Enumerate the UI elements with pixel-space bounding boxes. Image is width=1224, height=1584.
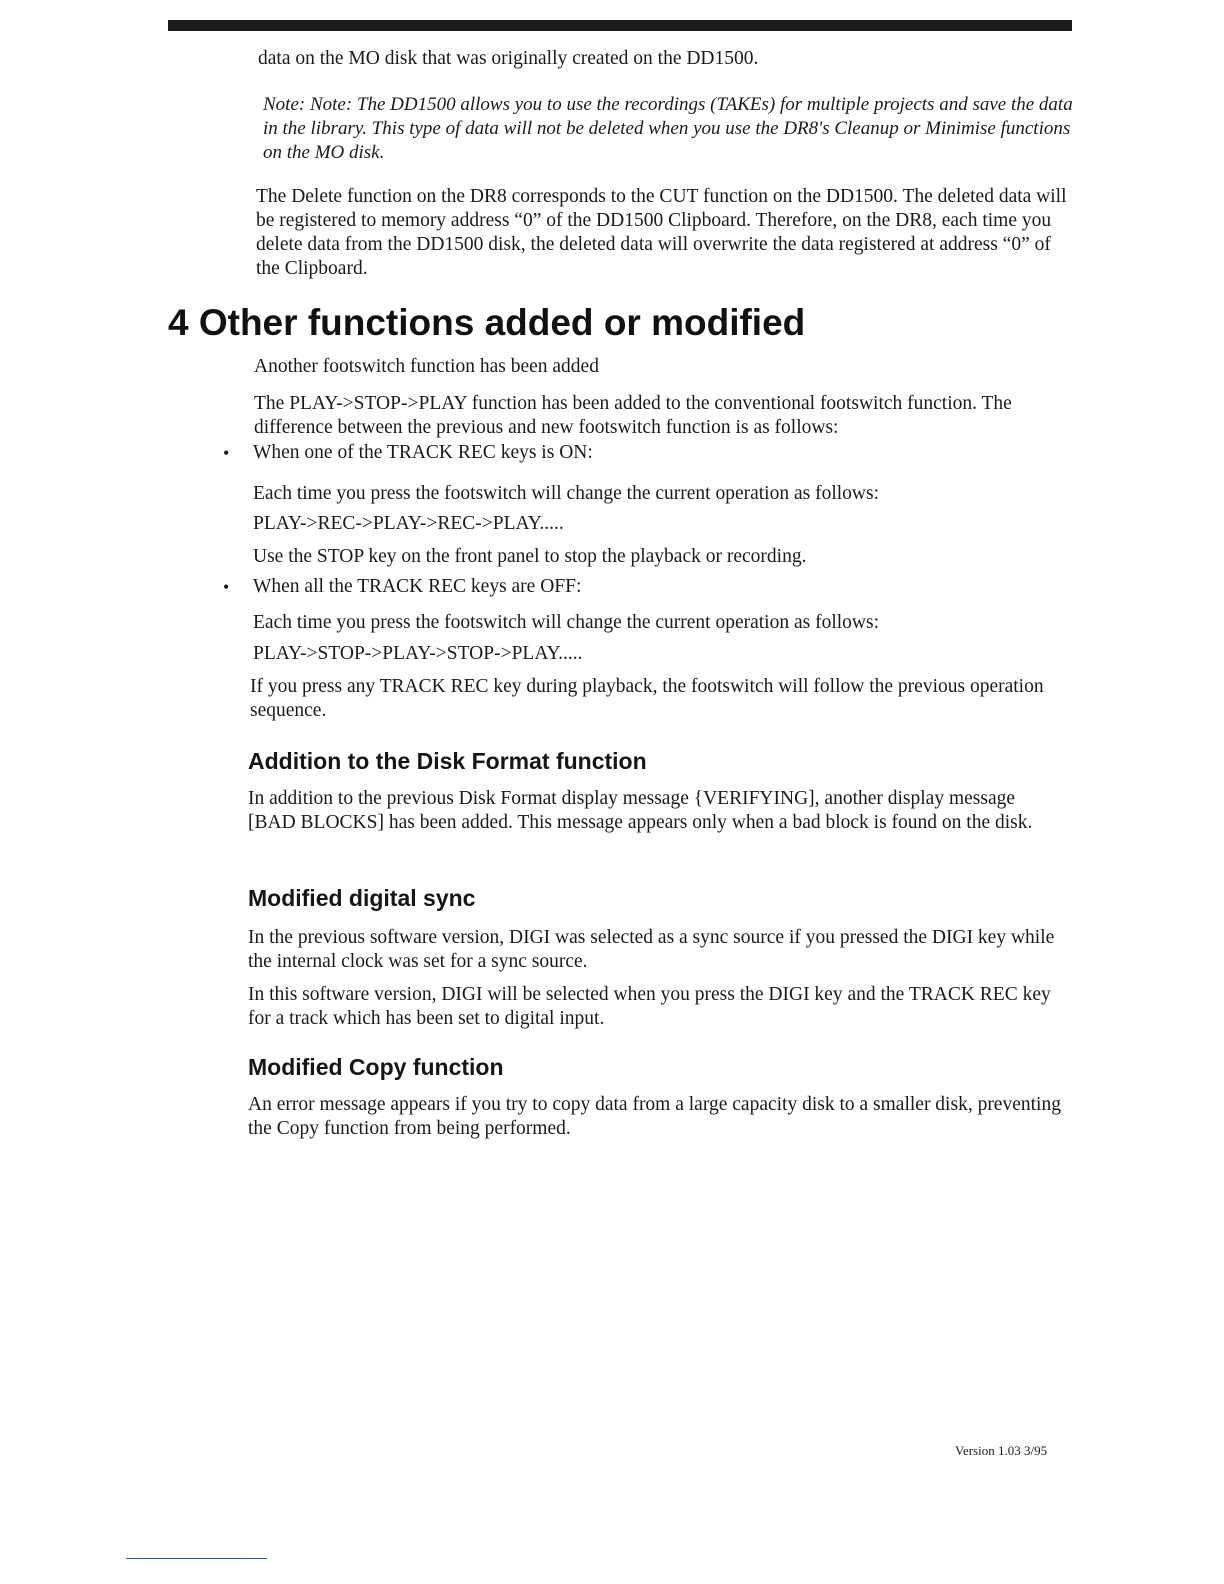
delete-function-block — [256, 185, 1078, 281]
digital-sync-text-2 — [248, 983, 1063, 1031]
disk-format-paragraph: In addition to the previous Disk Format display message {VERIFYING], another display message [BAD BLOCKS] has been added. This message appears only when a bad block is found on the disk. — [248, 788, 1033, 833]
continuation-paragraph: data on the MO disk that was originally created on the DD1500. — [258, 48, 759, 69]
disk-format-text — [248, 787, 1058, 835]
note-paragraph: Note: Note: The DD1500 allows you to use the recordings (TAKEs) for multiple projects and save the data in the library. This type of data will not be deleted when you use the DR8's Cleanup or Minimise functions on the MO disk. — [263, 94, 1073, 163]
note-block — [263, 93, 1073, 165]
bullet-condition: When all the TRACK REC keys are OFF: — [253, 576, 582, 597]
bullet-detail-line: Use the STOP key on the front panel to stop the playback or recording. — [253, 546, 807, 567]
sequence-line — [253, 642, 1073, 666]
bullet-detail-line: If you press any TRACK REC key during playback, the footswitch will follow the previous operation sequence. — [250, 676, 1044, 721]
sequence-text: PLAY->STOP->PLAY->STOP->PLAY..... — [253, 643, 583, 664]
sequence-text: PLAY->REC->PLAY->REC->PLAY..... — [253, 513, 564, 534]
bullet-item-track-rec-off — [253, 575, 1073, 599]
bullet-detail-line: Each time you press the footswitch will change the current operation as follows: — [253, 612, 879, 633]
bullet-icon: • — [223, 443, 230, 463]
bullet-item-track-rec-on — [253, 441, 1073, 465]
digital-sync-paragraph: In this software version, DIGI will be selected when you press the DIGI key and the TRACK REC key for a track which has been set to digital input. — [248, 984, 1051, 1029]
version-footer: Version 1.03 3/95 — [955, 1443, 1048, 1458]
footswitch-title — [254, 355, 1074, 379]
bullet-detail — [253, 482, 1073, 506]
bullet-detail — [253, 545, 1073, 569]
continuation-text — [258, 47, 1078, 71]
bottom-rule — [126, 1558, 267, 1559]
delete-function-paragraph: The Delete function on the DR8 corresponds to the CUT function on the DD1500. The deleted data will be registered to memory address “0” of the DD1500 Clipboard. Therefore, on the DR8, each time you delete data from the DD1500 disk, the deleted data will overwrite the data registered at address “0” of the Clipboard. — [256, 186, 1067, 279]
footswitch-intro — [254, 392, 1076, 440]
bullet-detail — [250, 675, 1060, 723]
copy-function-text — [248, 1093, 1063, 1141]
bullet-condition: When one of the TRACK REC keys is ON: — [253, 442, 593, 463]
copy-function-paragraph: An error message appears if you try to copy data from a large capacity disk to a smaller disk, preventing the Copy function from being performed. — [248, 1094, 1061, 1139]
digital-sync-text-1 — [248, 926, 1063, 974]
bullet-icon: • — [223, 577, 230, 597]
disk-format-heading: Addition to the Disk Format function — [248, 748, 647, 774]
bullet-detail-line: Each time you press the footswitch will change the current operation as follows: — [253, 483, 879, 504]
digital-sync-paragraph: In the previous software version, DIGI was selected as a sync source if you pressed the DIGI key while the internal clock was set for a sync source. — [248, 927, 1055, 972]
bullet-detail — [253, 611, 1073, 635]
copy-function-heading: Modified Copy function — [248, 1054, 504, 1080]
header-rule — [168, 20, 1072, 31]
footswitch-intro-text: The PLAY->STOP->PLAY function has been added to the conventional footswitch function. The difference between the previous and new footswitch function is as follows: — [254, 393, 1012, 438]
footswitch-title-text: Another footswitch function has been added — [254, 356, 599, 377]
digital-sync-heading: Modified digital sync — [248, 885, 476, 911]
section-heading: 4 Other functions added or modified — [168, 302, 806, 343]
sequence-line — [253, 512, 1073, 536]
